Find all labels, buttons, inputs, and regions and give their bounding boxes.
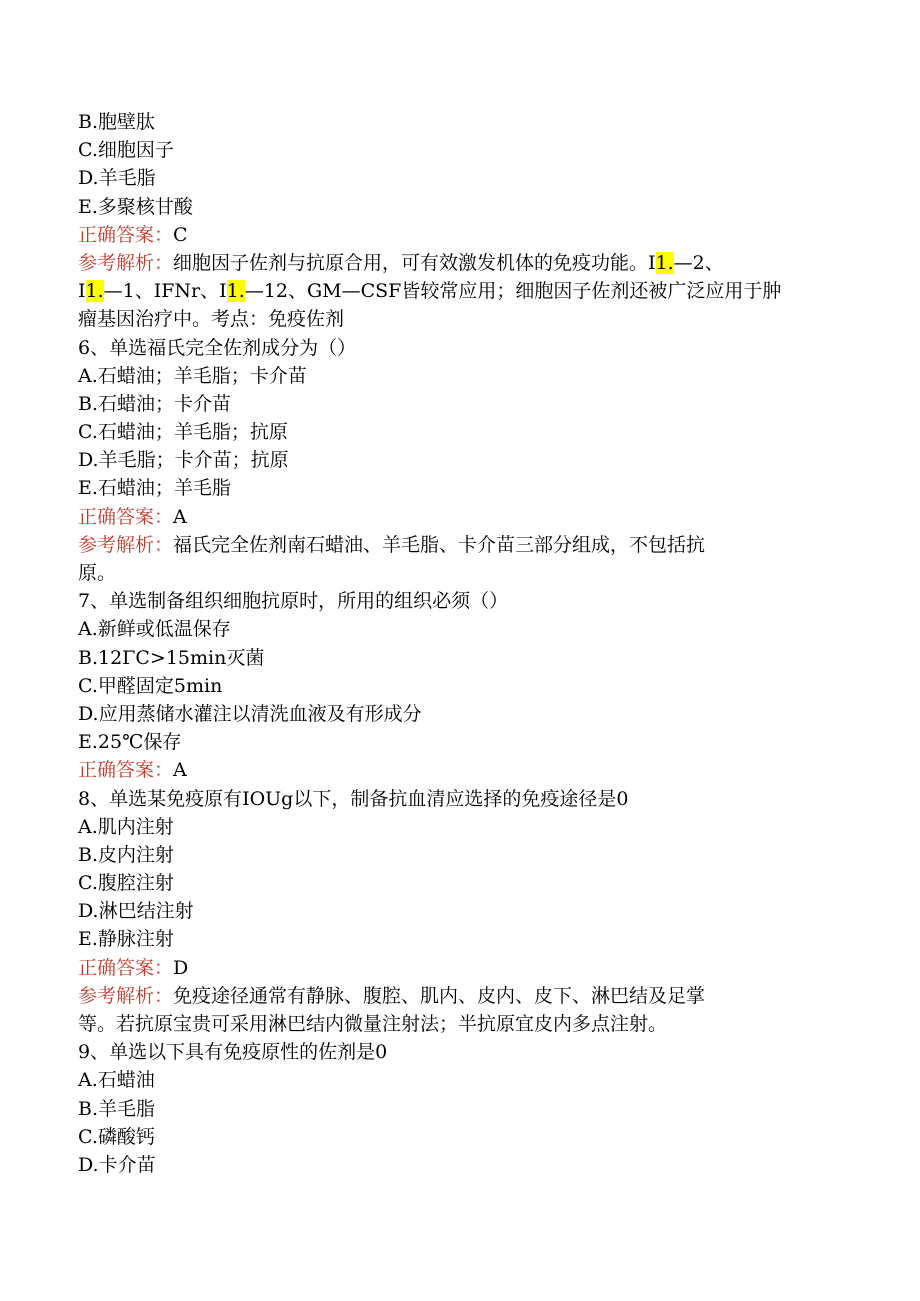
q8-answer <box>78 954 838 982</box>
q6-option-a: A.石蜡油；羊毛脂；卡介苗 <box>78 364 307 387</box>
q8-answer-label: 正确答案： <box>78 956 174 979</box>
q5-answer-label: 正确答案： <box>78 223 174 246</box>
q5-option-d: D.羊毛脂 <box>78 167 156 190</box>
highlight-mark: 1. <box>226 280 245 303</box>
q6-answer-label: 正确答案： <box>78 505 174 528</box>
q5-option-c: C.细胞因子 <box>78 139 174 162</box>
q7-answer-label: 正确答案： <box>78 759 174 782</box>
q8-option-b: B.皮内注射 <box>78 843 175 866</box>
q5-analysis-text: —1、IFNr、I <box>103 280 227 303</box>
q8-analysis-line-1 <box>78 982 838 1010</box>
q8-analysis-line-2: 等。若抗原宝贵可采用淋巴结内微量注射法；半抗原宜皮内多点注射。 <box>78 1013 668 1035</box>
q8-option-a: A.肌内注射 <box>78 815 174 838</box>
q7-option-b: B.12ΓC>15min灭菌 <box>78 646 265 669</box>
q6-question: 6、单选福氏完全佐剂成分为（） <box>78 336 357 359</box>
q9-option-a: A.石蜡油 <box>78 1069 155 1092</box>
q6-analysis-line-2: 原。 <box>78 562 117 584</box>
q9-option-b: B.羊毛脂 <box>78 1097 156 1120</box>
q5-analysis-text: —2、 <box>673 251 724 274</box>
q8-analysis-label: 参考解析： <box>78 984 174 1007</box>
q8-question: 8、单选某免疫原有IOUg以下，制备抗血清应选择的免疫途径是0 <box>78 787 629 810</box>
q6-analysis-text: 福氏完全佐剂南石蜡油、羊毛脂、卡介苗三部分组成，不包括抗 <box>173 533 706 556</box>
q7-answer-value: A <box>173 759 187 782</box>
q7-question: 7、单选制备组织细胞抗原时，所用的组织必须（） <box>78 590 509 613</box>
highlight-mark: 1. <box>655 251 674 274</box>
q5-analysis-text: I <box>78 280 86 303</box>
q5-option-b: B.胞壁肽 <box>78 111 156 133</box>
q6-option-d: D.羊毛脂；卡介苗；抗原 <box>78 449 289 472</box>
q5-analysis-line-2 <box>78 277 838 305</box>
q9-question: 9、单选以下具有免疫原性的佐剂是0 <box>78 1041 388 1064</box>
q5-analysis-label: 参考解析： <box>78 251 174 274</box>
q7-option-d: D.应用蒸储水灌注以清洗血液及有形成分 <box>78 702 422 725</box>
q5-analysis-line-3: 瘤基因治疗中。考点：免疫佐剂 <box>78 308 345 331</box>
q5-option-e: E.多聚核甘酸 <box>78 195 193 218</box>
q5-analysis-text: 细胞因子佐剂与抗原合用，可有效激发机体的免疫功能。I <box>173 251 656 274</box>
q6-answer-value: A <box>173 505 187 528</box>
q6-option-b: B.石蜡油；卡介苗 <box>78 392 232 415</box>
document-page <box>78 108 838 1179</box>
q7-option-e: E.25℃保存 <box>78 731 182 754</box>
q5-analysis-line-1 <box>78 249 838 277</box>
q8-answer-value: D <box>173 956 189 979</box>
q7-option-a: A.新鲜或低温保存 <box>78 618 231 641</box>
q6-option-e: E.石蜡油；羊毛脂 <box>78 477 231 500</box>
q7-option-c: C.甲醛固定5min <box>78 674 223 697</box>
highlight-mark: 1. <box>85 280 104 303</box>
q6-analysis-line-1 <box>78 531 838 559</box>
q8-option-c: C.腹腔注射 <box>78 872 174 895</box>
q9-option-c: C.磷酸钙 <box>78 1125 155 1148</box>
q5-analysis-text: —12、GM—CSF皆较常应用；细胞因子佐剂还被广泛应用于肿 <box>244 280 782 303</box>
q8-option-d: D.淋巴结注射 <box>78 900 194 923</box>
q7-answer <box>78 756 838 784</box>
q5-answer-value: C <box>173 223 188 246</box>
q8-analysis-text: 免疫途径通常有静脉、腹腔、肌内、皮内、皮下、淋巴结及足掌 <box>173 984 706 1007</box>
q8-option-e: E.静脉注射 <box>78 928 174 951</box>
q6-option-c: C.石蜡油；羊毛脂；抗原 <box>78 421 288 444</box>
q5-answer <box>78 221 838 249</box>
q6-answer <box>78 503 838 531</box>
q6-analysis-label: 参考解析： <box>78 533 174 556</box>
q9-option-d: D.卡介苗 <box>78 1153 156 1176</box>
